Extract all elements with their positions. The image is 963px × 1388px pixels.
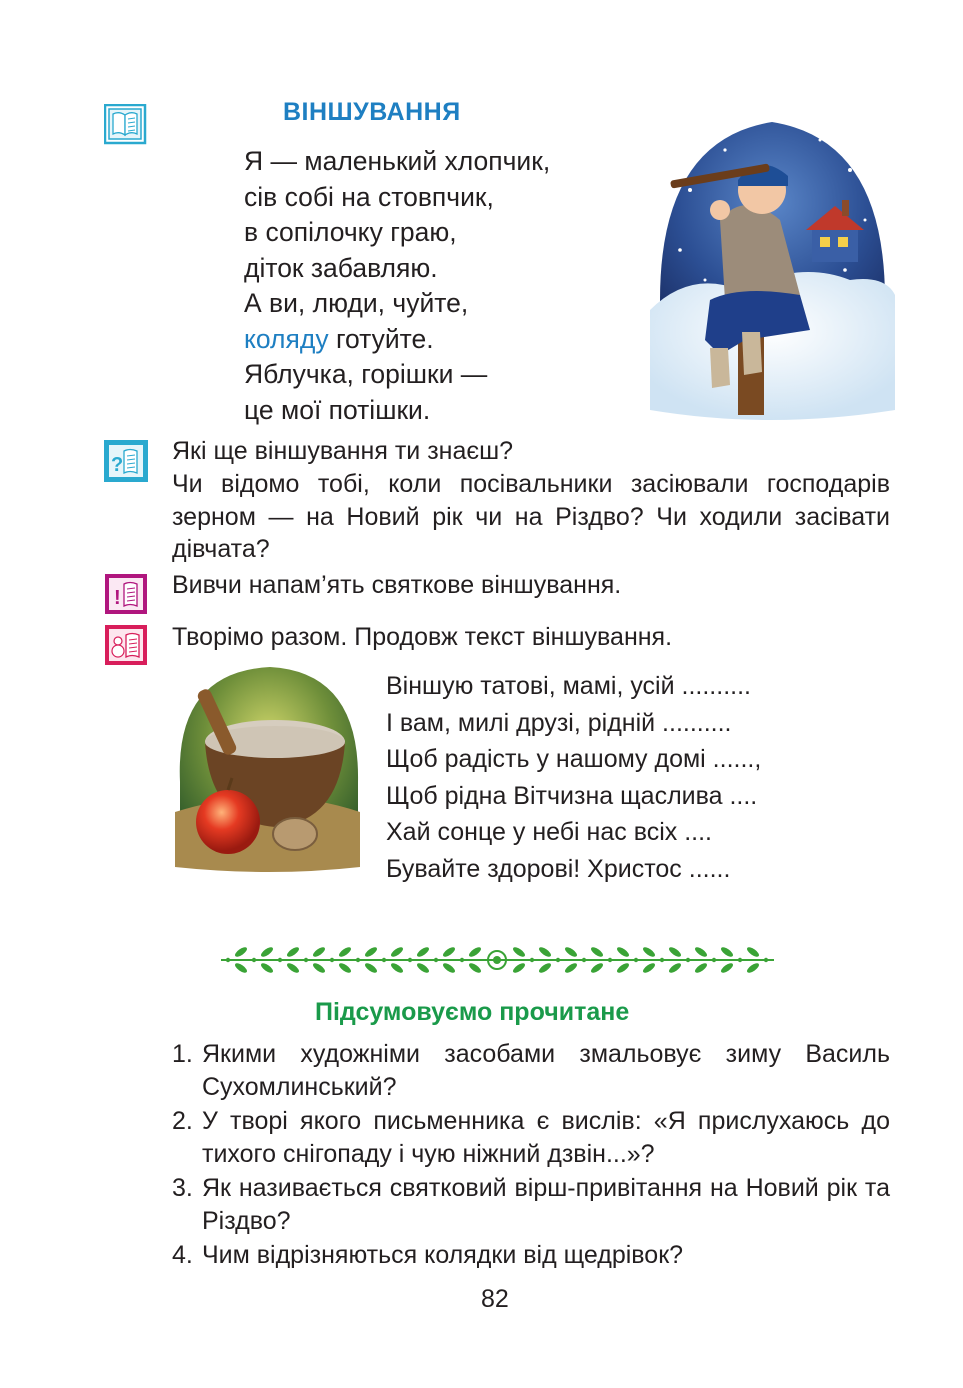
ornament-center-dot [493, 956, 501, 964]
ornament-leaf [364, 962, 379, 975]
ornament-leaf [590, 962, 605, 975]
ornament-dot [634, 958, 638, 962]
ornament-leaf [746, 946, 761, 959]
list-text: Як називається святковий вірш-привітання на Новий рік та Різдво? [202, 1174, 890, 1235]
ornament-dot [608, 958, 612, 962]
list-item [172, 1172, 890, 1237]
ornament-dot [252, 958, 256, 962]
list-number: 3. [172, 1174, 193, 1202]
ornament-leaf [694, 962, 709, 975]
continuation-line: Щоб радість у нашому домі ......, [386, 745, 762, 773]
ornament-leaf [234, 946, 249, 959]
poem-line: Яблучка, горішки — [244, 359, 488, 389]
poem-line: Я — маленький хлопчик, [244, 146, 551, 176]
kutia-bowl-illustration [170, 662, 365, 877]
ornament-leaf [338, 946, 353, 959]
ornament-leaf [512, 962, 527, 975]
list-number: 1. [172, 1040, 193, 1068]
poem-block [244, 144, 550, 428]
ornament-leaf [442, 962, 457, 975]
ornament-leaf [312, 962, 327, 975]
question-2: Чи відомо тобі, коли посівальники засіювали господарів зерном — на Новий рік чи на Різдво? Чи ходили засівати дівчата? [172, 470, 890, 563]
koliada-link[interactable]: коляду [244, 323, 329, 354]
ornament-leaf [390, 946, 405, 959]
ornament-dot [382, 958, 386, 962]
poem-line: це мої потішки. [244, 394, 431, 425]
ornament-dot [530, 958, 534, 962]
svg-text:?: ? [111, 454, 124, 476]
ornament-leaf [512, 946, 527, 959]
continuation-line: Бувайте здорові! Христос ...... [386, 854, 731, 883]
question-1: Які ще віншування ти знаєш? [172, 437, 514, 465]
ornament-leaf [390, 962, 405, 975]
ornament-leaf [668, 946, 683, 959]
create-task: Творімо разом. Продовж текст віншування. [172, 623, 673, 651]
continuation-line: Щоб рідна Вітчизна щаслива .... [386, 781, 758, 810]
ornament-leaf [564, 962, 579, 975]
ornament-leaf [234, 962, 249, 975]
svg-text:!: ! [114, 587, 121, 609]
exclamation-book-icon [104, 573, 150, 617]
ornament-dot [738, 958, 742, 962]
list-number: 4. [172, 1241, 193, 1269]
ornament-leaf [260, 962, 275, 975]
ornament-dot [460, 958, 464, 962]
ornament-dot [764, 958, 768, 962]
ornament-dot [556, 958, 560, 962]
ornament-leaf [260, 946, 275, 959]
ornament-leaf [616, 962, 631, 975]
ornament-leaf [442, 946, 457, 959]
summary-list [172, 1038, 890, 1272]
ornament-dot [686, 958, 690, 962]
ornament-dot [330, 958, 334, 962]
list-item [172, 1239, 890, 1272]
page-number: 82 [481, 1285, 509, 1313]
ornament-leaf [694, 946, 709, 959]
poem-title: ВІНШУВАННЯ [283, 98, 461, 126]
ornament-leaf [564, 946, 579, 959]
ornament-dot [712, 958, 716, 962]
ornament-leaf [416, 946, 431, 959]
poem-line-rest: готуйте. [328, 323, 434, 354]
poem-line: сів собі на стовпчик, [244, 181, 494, 212]
poem-line: діток забавляю. [244, 252, 438, 283]
continuation-line: Віншую татові, мамі, усій .......... [386, 672, 751, 700]
ornament-leaf [286, 946, 301, 959]
list-item [172, 1105, 890, 1170]
poem-line: А ви, люди, чуйте, [244, 288, 469, 318]
ornament-leaf [312, 946, 327, 959]
list-number: 2. [172, 1107, 193, 1135]
ornament-dot [434, 958, 438, 962]
ornament-leaf [286, 962, 301, 975]
list-text: Якими художніми засобами змальовує зиму Василь Сухомлинський? [202, 1040, 890, 1101]
ornament-leaf [338, 962, 353, 975]
ornament-leaf [590, 946, 605, 959]
ornament-leaf [538, 962, 553, 975]
ornament-leaf [468, 946, 483, 959]
ornament-leaf [538, 946, 553, 959]
open-book-icon [104, 104, 148, 146]
ornament-leaf [642, 946, 657, 959]
ornament-leaf [668, 962, 683, 975]
ornament-dot [278, 958, 282, 962]
summary-title: Підсумовуємо прочитане [315, 998, 630, 1026]
ornament-leaf [720, 962, 735, 975]
poem-line-with-link [244, 322, 550, 358]
ornament-leaf [416, 962, 431, 975]
ornament-leaf [468, 962, 483, 975]
list-text: У творі якого письменника є вислів: «Я прислухаюсь до тихого снігопаду і чую ніжний дзвін...»? [202, 1107, 890, 1168]
ornament-dot [356, 958, 360, 962]
ornament-dot [304, 958, 308, 962]
memorize-task: Вивчи напам’ять святкове віншування. [172, 571, 622, 599]
list-text: Чим відрізняються колядки від щедрівок? [202, 1241, 684, 1269]
continuation-line: І вам, милі друзі, рідній .......... [386, 708, 732, 737]
ornament-dot [582, 958, 586, 962]
ornament-leaf [616, 946, 631, 959]
ornament-leaf [746, 962, 761, 975]
list-item [172, 1038, 890, 1103]
ornament-leaf [642, 962, 657, 975]
ornament-dot [408, 958, 412, 962]
ornament-leaf [364, 946, 379, 959]
question-book-icon [104, 440, 150, 484]
ornament-leaf [720, 946, 735, 959]
poem-line: в сопілочку граю, [244, 217, 457, 247]
continuation-block [386, 668, 761, 887]
ornament-divider [215, 940, 780, 980]
continuation-line: Хай сонце у небі нас всіх .... [386, 818, 713, 846]
snowman-book-icon [104, 624, 150, 668]
ornament-dot [226, 958, 230, 962]
ornament-dot [660, 958, 664, 962]
boy-with-pipe-illustration [650, 110, 895, 422]
